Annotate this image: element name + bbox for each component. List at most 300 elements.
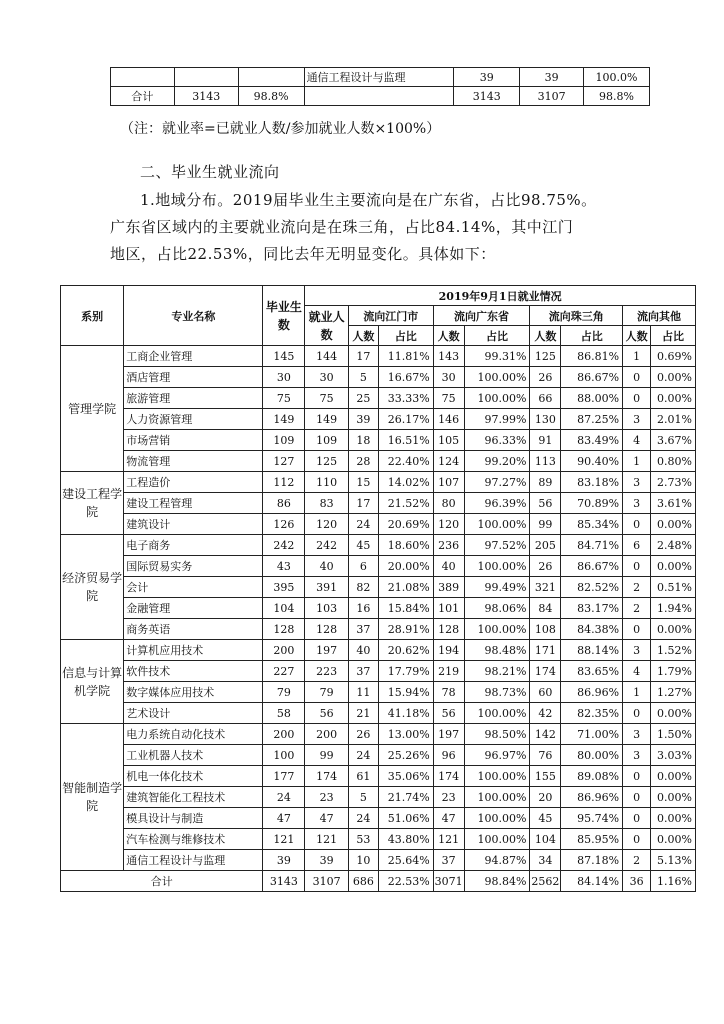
employed-cell: 3107 xyxy=(305,871,349,892)
other-count: 0 xyxy=(623,808,651,829)
employed-cell: 83 xyxy=(305,493,349,514)
other-count: 3 xyxy=(623,724,651,745)
major-cell: 工业机器人技术 xyxy=(124,745,263,766)
other-ratio: 0.00% xyxy=(651,829,696,850)
dept-cell: 管理学院 xyxy=(61,346,124,472)
pearl-delta-ratio: 83.49% xyxy=(561,430,623,451)
pearl-delta-count: 99 xyxy=(530,514,561,535)
table-row xyxy=(61,850,696,871)
guangdong-ratio: 94.87% xyxy=(464,850,530,871)
other-count: 4 xyxy=(623,430,651,451)
guangdong-ratio: 98.50% xyxy=(464,724,530,745)
grads-cell: 3143 xyxy=(263,871,305,892)
jiangmen-count: 40 xyxy=(348,640,378,661)
jiangmen-ratio: 11.81% xyxy=(378,346,433,367)
pearl-delta-count: 56 xyxy=(530,493,561,514)
jiangmen-count: 5 xyxy=(348,787,378,808)
grads-header: 毕业生数 xyxy=(263,286,305,346)
pearl-delta-count: 26 xyxy=(530,556,561,577)
pearl-delta-ratio: 83.65% xyxy=(561,661,623,682)
grads-cell: 86 xyxy=(263,493,305,514)
employed-cell: 174 xyxy=(305,766,349,787)
guangdong-ratio: 97.52% xyxy=(464,535,530,556)
total-label: 合计 xyxy=(61,871,263,892)
pearl-delta-ratio: 84.14% xyxy=(561,871,623,892)
grads-cell: 100 xyxy=(263,745,305,766)
group-title-header: 2019年9月1日就业情况 xyxy=(305,286,696,306)
other-ratio: 0.00% xyxy=(651,787,696,808)
jiangmen-ratio: 20.69% xyxy=(378,514,433,535)
pearl-delta-count: 84 xyxy=(530,598,561,619)
other-ratio: 5.13% xyxy=(651,850,696,871)
guangdong-ratio: 98.48% xyxy=(464,640,530,661)
dept-cell: 经济贸易学院 xyxy=(61,535,124,640)
jiangmen-ratio: 25.26% xyxy=(378,745,433,766)
grads-cell: 127 xyxy=(263,451,305,472)
other-ratio: 1.79% xyxy=(651,661,696,682)
other-count: 36 xyxy=(623,871,651,892)
employed-cell: 242 xyxy=(305,535,349,556)
grads-cell: 395 xyxy=(263,577,305,598)
other-ratio: 0.00% xyxy=(651,619,696,640)
guangdong-count: 37 xyxy=(433,850,464,871)
guangdong-ratio: 100.00% xyxy=(464,367,530,388)
section-heading: 二、毕业生就业流向 xyxy=(140,163,280,181)
grads-cell: 145 xyxy=(263,346,305,367)
table-row xyxy=(61,451,696,472)
jiangmen-count: 37 xyxy=(348,661,378,682)
pearl-delta-count: 42 xyxy=(530,703,561,724)
other-ratio: 0.00% xyxy=(651,808,696,829)
employed-cell: 103 xyxy=(305,598,349,619)
other-ratio: 3.67% xyxy=(651,430,696,451)
pearl-delta-count: 171 xyxy=(530,640,561,661)
other-ratio: 0.00% xyxy=(651,514,696,535)
other-count: 2 xyxy=(623,850,651,871)
major-cell: 商务英语 xyxy=(124,619,263,640)
paragraph-line: 1.地域分布。2019届毕业生主要流向是在广东省，占比98.75%。 xyxy=(140,191,597,209)
table-row xyxy=(61,808,696,829)
jiangmen-ratio: 22.40% xyxy=(378,451,433,472)
guangdong-count: 30 xyxy=(433,367,464,388)
major-cell: 通信工程设计与监理 xyxy=(304,68,454,87)
employed-cell: 197 xyxy=(305,640,349,661)
pearl-delta-ratio: 85.34% xyxy=(561,514,623,535)
rate-cell: 98.8% xyxy=(584,87,650,106)
jiangmen-ratio: 14.02% xyxy=(378,472,433,493)
pearl-delta-ratio: 82.52% xyxy=(561,577,623,598)
other-count: 3 xyxy=(623,745,651,766)
guangdong-header: 流向广东省 xyxy=(433,306,530,326)
pearl-delta-count: 205 xyxy=(530,535,561,556)
top-summary-table xyxy=(110,67,650,106)
jiangmen-count: 17 xyxy=(348,346,378,367)
pearl-delta-count: 2562 xyxy=(530,871,561,892)
guangdong-count: 121 xyxy=(433,829,464,850)
jiangmen-ratio: 43.80% xyxy=(378,829,433,850)
jiangmen-count: 17 xyxy=(348,493,378,514)
other-count: 0 xyxy=(623,556,651,577)
pearl-delta-ratio: 89.08% xyxy=(561,766,623,787)
other-count: 3 xyxy=(623,493,651,514)
major-cell: 工程造价 xyxy=(124,472,263,493)
table-row xyxy=(61,724,696,745)
guangdong-ratio: 98.06% xyxy=(464,598,530,619)
guangdong-ratio: 96.97% xyxy=(464,745,530,766)
other-count: 6 xyxy=(623,535,651,556)
jiangmen-ratio: 13.00% xyxy=(378,724,433,745)
jiangmen-count: 25 xyxy=(348,388,378,409)
pearl-delta-count: 142 xyxy=(530,724,561,745)
pearl-delta-count: 26 xyxy=(530,367,561,388)
other-count: 3 xyxy=(623,409,651,430)
employed-cell: 40 xyxy=(305,556,349,577)
table-row xyxy=(61,535,696,556)
count-header: 人数 xyxy=(433,326,464,346)
table-row xyxy=(61,577,696,598)
table-row xyxy=(61,346,696,367)
other-ratio: 0.00% xyxy=(651,388,696,409)
jiangmen-count: 15 xyxy=(348,472,378,493)
other-count: 0 xyxy=(623,829,651,850)
guangdong-ratio: 100.00% xyxy=(464,787,530,808)
grads-cell: 200 xyxy=(263,724,305,745)
major-cell: 通信工程设计与监理 xyxy=(124,850,263,871)
employed-cell: 223 xyxy=(305,661,349,682)
major-cell: 建筑智能化工程技术 xyxy=(124,787,263,808)
major-cell: 会计 xyxy=(124,577,263,598)
jiangmen-ratio: 21.52% xyxy=(378,493,433,514)
jiangmen-count: 37 xyxy=(348,619,378,640)
dept-cell: 信息与计算机学院 xyxy=(61,640,124,724)
other-count: 1 xyxy=(623,451,651,472)
guangdong-ratio: 100.00% xyxy=(464,766,530,787)
pearl-delta-header: 流向珠三角 xyxy=(530,306,623,326)
employed-cell: 56 xyxy=(305,703,349,724)
jiangmen-ratio: 16.67% xyxy=(378,367,433,388)
total-row xyxy=(61,871,696,892)
other-ratio: 1.16% xyxy=(651,871,696,892)
pearl-delta-ratio: 86.67% xyxy=(561,556,623,577)
paragraph-line: 广东省区域内的主要就业流向是在珠三角，占比84.14%，其中江门 xyxy=(110,218,574,236)
pearl-delta-ratio: 83.18% xyxy=(561,472,623,493)
major-cell: 工商企业管理 xyxy=(124,346,263,367)
jiangmen-ratio: 15.94% xyxy=(378,682,433,703)
pearl-delta-count: 108 xyxy=(530,619,561,640)
other-ratio: 1.94% xyxy=(651,598,696,619)
table-row xyxy=(61,514,696,535)
jiangmen-header: 流向江门市 xyxy=(348,306,433,326)
major-cell: 市场营销 xyxy=(124,430,263,451)
table-row xyxy=(61,556,696,577)
guangdong-count: 47 xyxy=(433,808,464,829)
pearl-delta-count: 125 xyxy=(530,346,561,367)
other-ratio: 1.50% xyxy=(651,724,696,745)
jiangmen-ratio: 26.17% xyxy=(378,409,433,430)
employed-cell: 30 xyxy=(305,367,349,388)
guangdong-count: 101 xyxy=(433,598,464,619)
grads-cell: 24 xyxy=(263,787,305,808)
other-count: 0 xyxy=(623,514,651,535)
grads-cell: 242 xyxy=(263,535,305,556)
jiangmen-ratio: 25.64% xyxy=(378,850,433,871)
guangdong-count: 40 xyxy=(433,556,464,577)
employed-cell: 109 xyxy=(305,430,349,451)
pearl-delta-count: 60 xyxy=(530,682,561,703)
pearl-delta-count: 91 xyxy=(530,430,561,451)
jiangmen-count: 45 xyxy=(348,535,378,556)
table-row xyxy=(61,745,696,766)
other-ratio: 1.27% xyxy=(651,682,696,703)
grads-cell: 39 xyxy=(454,68,520,87)
guangdong-count: 105 xyxy=(433,430,464,451)
grads-cell: 47 xyxy=(263,808,305,829)
major-cell: 计算机应用技术 xyxy=(124,640,263,661)
jiangmen-ratio: 16.51% xyxy=(378,430,433,451)
major-header: 专业名称 xyxy=(124,286,263,346)
guangdong-count: 146 xyxy=(433,409,464,430)
guangdong-count: 78 xyxy=(433,682,464,703)
major-cell: 模具设计与制造 xyxy=(124,808,263,829)
guangdong-count: 23 xyxy=(433,787,464,808)
pearl-delta-ratio: 87.18% xyxy=(561,850,623,871)
jiangmen-count: 6 xyxy=(348,556,378,577)
other-count: 0 xyxy=(623,388,651,409)
table-row xyxy=(61,598,696,619)
major-cell: 旅游管理 xyxy=(124,388,263,409)
dept-header: 系别 xyxy=(61,286,124,346)
grads-cell: 30 xyxy=(263,367,305,388)
jiangmen-ratio: 20.62% xyxy=(378,640,433,661)
other-ratio: 2.73% xyxy=(651,472,696,493)
grads-cell: 200 xyxy=(263,640,305,661)
total-label: 合计 xyxy=(111,87,175,106)
guangdong-count: 124 xyxy=(433,451,464,472)
pearl-delta-ratio: 83.17% xyxy=(561,598,623,619)
guangdong-count: 75 xyxy=(433,388,464,409)
pearl-delta-count: 66 xyxy=(530,388,561,409)
other-count: 2 xyxy=(623,577,651,598)
pearl-delta-ratio: 88.14% xyxy=(561,640,623,661)
ratio-header: 占比 xyxy=(464,326,530,346)
grads-cell: 58 xyxy=(263,703,305,724)
grads-cell: 39 xyxy=(263,850,305,871)
employed-cell: 47 xyxy=(305,808,349,829)
jiangmen-count: 26 xyxy=(348,724,378,745)
employed-cell: 39 xyxy=(520,68,584,87)
guangdong-ratio: 100.00% xyxy=(464,619,530,640)
grads-cell: 3143 xyxy=(454,87,520,106)
jiangmen-count: 61 xyxy=(348,766,378,787)
jiangmen-count: 5 xyxy=(348,367,378,388)
employed-cell: 120 xyxy=(305,514,349,535)
guangdong-ratio: 100.00% xyxy=(464,703,530,724)
other-ratio: 0.80% xyxy=(651,451,696,472)
guangdong-count: 96 xyxy=(433,745,464,766)
other-count: 0 xyxy=(623,367,651,388)
table-row xyxy=(111,87,650,106)
table-row xyxy=(61,682,696,703)
guangdong-ratio: 99.20% xyxy=(464,451,530,472)
other-count: 0 xyxy=(623,787,651,808)
ratio-header: 占比 xyxy=(651,326,696,346)
table-row xyxy=(61,619,696,640)
other-ratio: 1.52% xyxy=(651,640,696,661)
major-cell: 艺术设计 xyxy=(124,703,263,724)
note-text: （注：就业率=已就业人数/参加就业人数×100%） xyxy=(120,121,441,137)
grads-cell: 227 xyxy=(263,661,305,682)
jiangmen-ratio: 41.18% xyxy=(378,703,433,724)
employed-cell: 79 xyxy=(305,682,349,703)
major-cell: 汽车检测与维修技术 xyxy=(124,829,263,850)
pearl-delta-ratio: 80.00% xyxy=(561,745,623,766)
guangdong-count: 128 xyxy=(433,619,464,640)
grads-cell: 149 xyxy=(263,409,305,430)
guangdong-count: 120 xyxy=(433,514,464,535)
jiangmen-ratio: 17.79% xyxy=(378,661,433,682)
employed-header: 就业人数 xyxy=(305,306,349,346)
jiangmen-ratio: 22.53% xyxy=(378,871,433,892)
jiangmen-count: 24 xyxy=(348,808,378,829)
guangdong-count: 197 xyxy=(433,724,464,745)
pearl-delta-count: 20 xyxy=(530,787,561,808)
table-row xyxy=(61,388,696,409)
grads-cell: 104 xyxy=(263,598,305,619)
employed-cell: 128 xyxy=(305,619,349,640)
grads-cell: 3143 xyxy=(174,87,238,106)
employed-cell: 75 xyxy=(305,388,349,409)
jiangmen-count: 39 xyxy=(348,409,378,430)
guangdong-count: 107 xyxy=(433,472,464,493)
grads-cell: 126 xyxy=(263,514,305,535)
guangdong-count: 219 xyxy=(433,661,464,682)
pearl-delta-count: 76 xyxy=(530,745,561,766)
jiangmen-ratio: 33.33% xyxy=(378,388,433,409)
other-count: 1 xyxy=(623,682,651,703)
other-count: 4 xyxy=(623,661,651,682)
other-ratio: 2.48% xyxy=(651,535,696,556)
employed-cell: 121 xyxy=(305,829,349,850)
jiangmen-ratio: 51.06% xyxy=(378,808,433,829)
jiangmen-ratio: 35.06% xyxy=(378,766,433,787)
pearl-delta-ratio: 70.89% xyxy=(561,493,623,514)
table-row xyxy=(61,472,696,493)
grads-cell: 75 xyxy=(263,388,305,409)
grads-cell: 112 xyxy=(263,472,305,493)
rate-cell: 100.0% xyxy=(584,68,650,87)
guangdong-count: 194 xyxy=(433,640,464,661)
other-ratio: 0.69% xyxy=(651,346,696,367)
dept-cell: 建设工程学院 xyxy=(61,472,124,535)
table-row xyxy=(111,68,650,87)
guangdong-ratio: 100.00% xyxy=(464,514,530,535)
major-cell: 酒店管理 xyxy=(124,367,263,388)
major-cell: 人力资源管理 xyxy=(124,409,263,430)
guangdong-ratio: 96.39% xyxy=(464,493,530,514)
ratio-header: 占比 xyxy=(378,326,433,346)
jiangmen-count: 53 xyxy=(348,829,378,850)
jiangmen-ratio: 21.74% xyxy=(378,787,433,808)
employed-cell: 23 xyxy=(305,787,349,808)
jiangmen-count: 82 xyxy=(348,577,378,598)
grads-cell: 43 xyxy=(263,556,305,577)
major-cell: 建设工程管理 xyxy=(124,493,263,514)
table-row xyxy=(61,640,696,661)
guangdong-ratio: 100.00% xyxy=(464,829,530,850)
paragraph-line: 地区，占比22.53%，同比去年无明显变化。具体如下： xyxy=(110,245,496,263)
other-count: 0 xyxy=(623,703,651,724)
guangdong-ratio: 100.00% xyxy=(464,556,530,577)
employed-cell: 125 xyxy=(305,451,349,472)
employed-cell: 144 xyxy=(305,346,349,367)
other-ratio: 0.51% xyxy=(651,577,696,598)
ratio-header: 占比 xyxy=(561,326,623,346)
table-body xyxy=(61,346,696,892)
table-row xyxy=(61,367,696,388)
grads-cell: 128 xyxy=(263,619,305,640)
pearl-delta-ratio: 84.38% xyxy=(561,619,623,640)
guangdong-ratio: 97.27% xyxy=(464,472,530,493)
guangdong-ratio: 98.84% xyxy=(464,871,530,892)
employed-cell: 3107 xyxy=(520,87,584,106)
pearl-delta-count: 45 xyxy=(530,808,561,829)
major-cell: 机电一体化技术 xyxy=(124,766,263,787)
table-row xyxy=(61,409,696,430)
pearl-delta-ratio: 86.67% xyxy=(561,367,623,388)
grads-cell: 177 xyxy=(263,766,305,787)
jiangmen-count: 24 xyxy=(348,745,378,766)
guangdong-count: 3071 xyxy=(433,871,464,892)
pearl-delta-ratio: 88.00% xyxy=(561,388,623,409)
other-ratio: 3.61% xyxy=(651,493,696,514)
pearl-delta-ratio: 86.81% xyxy=(561,346,623,367)
other-count: 3 xyxy=(623,640,651,661)
pearl-delta-count: 321 xyxy=(530,577,561,598)
employed-cell: 200 xyxy=(305,724,349,745)
grads-cell: 109 xyxy=(263,430,305,451)
jiangmen-count: 18 xyxy=(348,430,378,451)
table-row xyxy=(61,703,696,724)
guangdong-count: 236 xyxy=(433,535,464,556)
jiangmen-count: 16 xyxy=(348,598,378,619)
table-row xyxy=(61,829,696,850)
table-row xyxy=(61,661,696,682)
other-count: 3 xyxy=(623,472,651,493)
pearl-delta-count: 174 xyxy=(530,661,561,682)
jiangmen-count: 11 xyxy=(348,682,378,703)
grads-cell: 79 xyxy=(263,682,305,703)
other-ratio: 3.03% xyxy=(651,745,696,766)
pearl-delta-ratio: 90.40% xyxy=(561,451,623,472)
pearl-delta-count: 34 xyxy=(530,850,561,871)
jiangmen-count: 686 xyxy=(348,871,378,892)
count-header: 人数 xyxy=(623,326,651,346)
employed-cell: 39 xyxy=(305,850,349,871)
pearl-delta-ratio: 86.96% xyxy=(561,787,623,808)
other-ratio: 2.01% xyxy=(651,409,696,430)
guangdong-count: 80 xyxy=(433,493,464,514)
pearl-delta-count: 89 xyxy=(530,472,561,493)
guangdong-ratio: 97.99% xyxy=(464,409,530,430)
table-row xyxy=(61,493,696,514)
pearl-delta-ratio: 84.71% xyxy=(561,535,623,556)
major-cell: 电子商务 xyxy=(124,535,263,556)
guangdong-count: 389 xyxy=(433,577,464,598)
guangdong-ratio: 98.21% xyxy=(464,661,530,682)
pearl-delta-count: 113 xyxy=(530,451,561,472)
rate-cell: 98.8% xyxy=(238,87,304,106)
guangdong-ratio: 98.73% xyxy=(464,682,530,703)
